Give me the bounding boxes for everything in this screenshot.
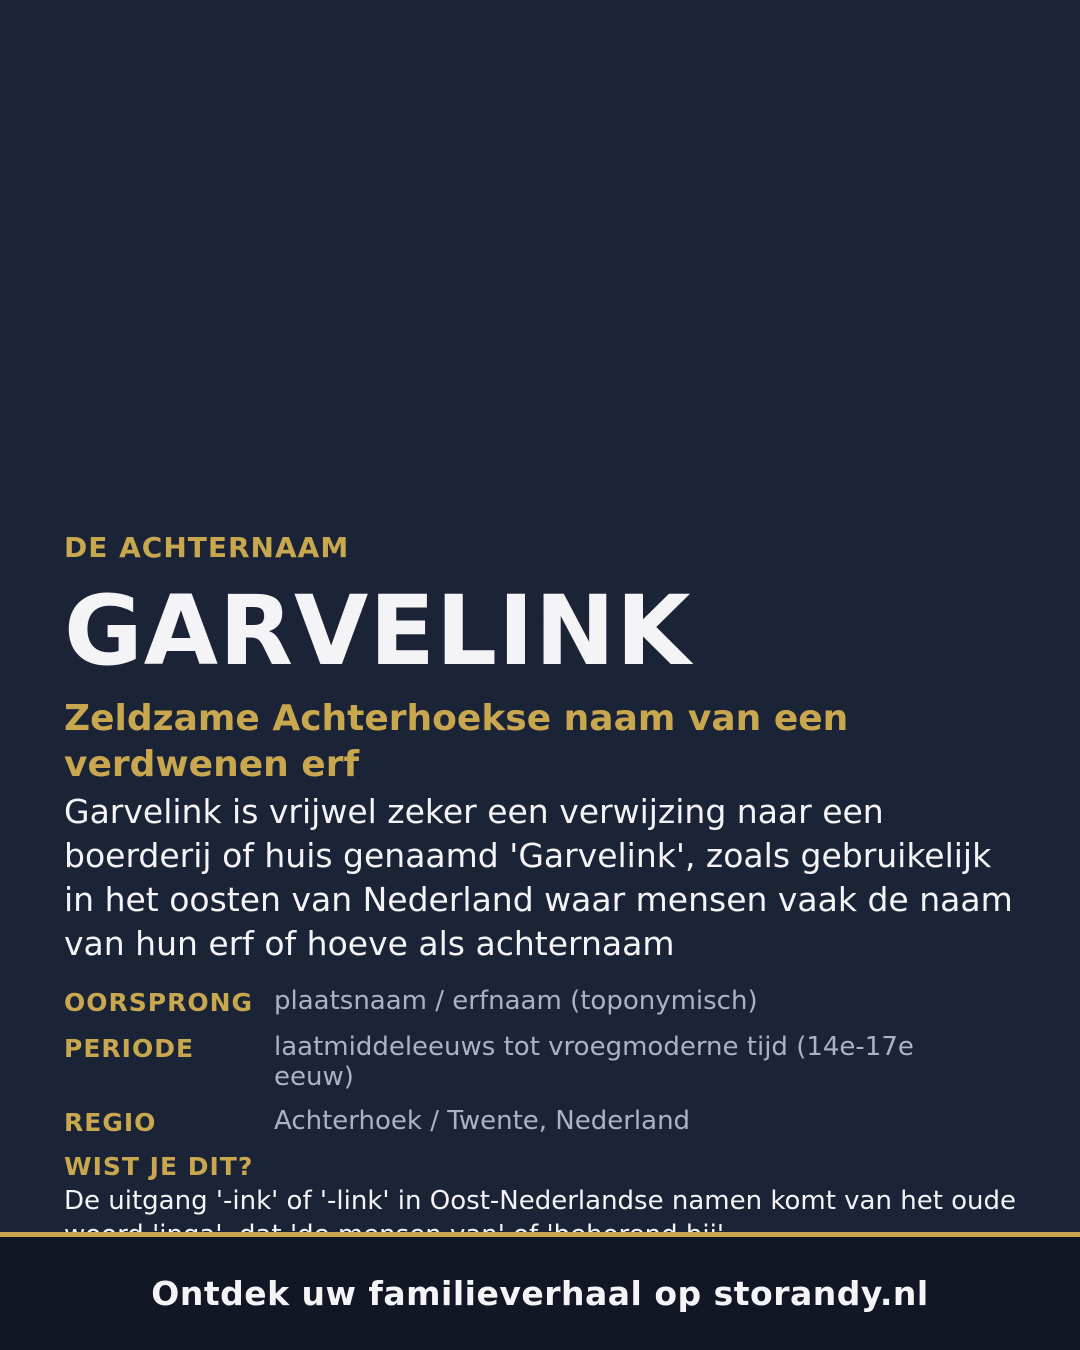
surname-card <box>64 530 1024 1252</box>
did-you-know-text: De uitgang '-ink' of '-link' in Oost-Nederlandse namen komt van het oude <box>64 1186 1017 1216</box>
eyebrow-label: DE ACHTERNAAM <box>64 531 350 564</box>
fact-value: Achterhoek / Twente, Nederland <box>274 1106 691 1136</box>
fact-label: OORSPRONG <box>64 988 254 1017</box>
footer-cta-link[interactable]: Ontdek uw familieverhaal op storandy.nl <box>151 1274 929 1313</box>
surname-subtitle: Zeldzame Achterhoekse naam van een verdwenen erf <box>64 698 849 785</box>
facts-list <box>64 986 1024 1138</box>
fact-label: PERIODE <box>64 1034 195 1063</box>
surname-title: GARVELINK <box>64 575 692 687</box>
footer-banner <box>0 1232 1080 1350</box>
did-you-know-label: WIST JE DIT? <box>64 1152 254 1181</box>
fact-row-region <box>64 1106 1024 1138</box>
fact-row-origin <box>64 986 1024 1018</box>
fact-value: laatmiddeleeuws tot vroegmoderne tijd (14e-17e eeuw) <box>274 1032 914 1092</box>
surname-description: Garvelink is vrijwel zeker een verwijzing naar een boerderij of huis genaamd 'Garvelink', zoals gebruikelijk in het oosten van Nederland waar mensen vaak de naam van hun erf of hoeve als achternaam <box>64 792 1013 963</box>
fact-row-period <box>64 1032 1024 1092</box>
fact-value: plaatsnaam / erfnaam (toponymisch) <box>274 986 758 1016</box>
fact-label: REGIO <box>64 1108 157 1137</box>
